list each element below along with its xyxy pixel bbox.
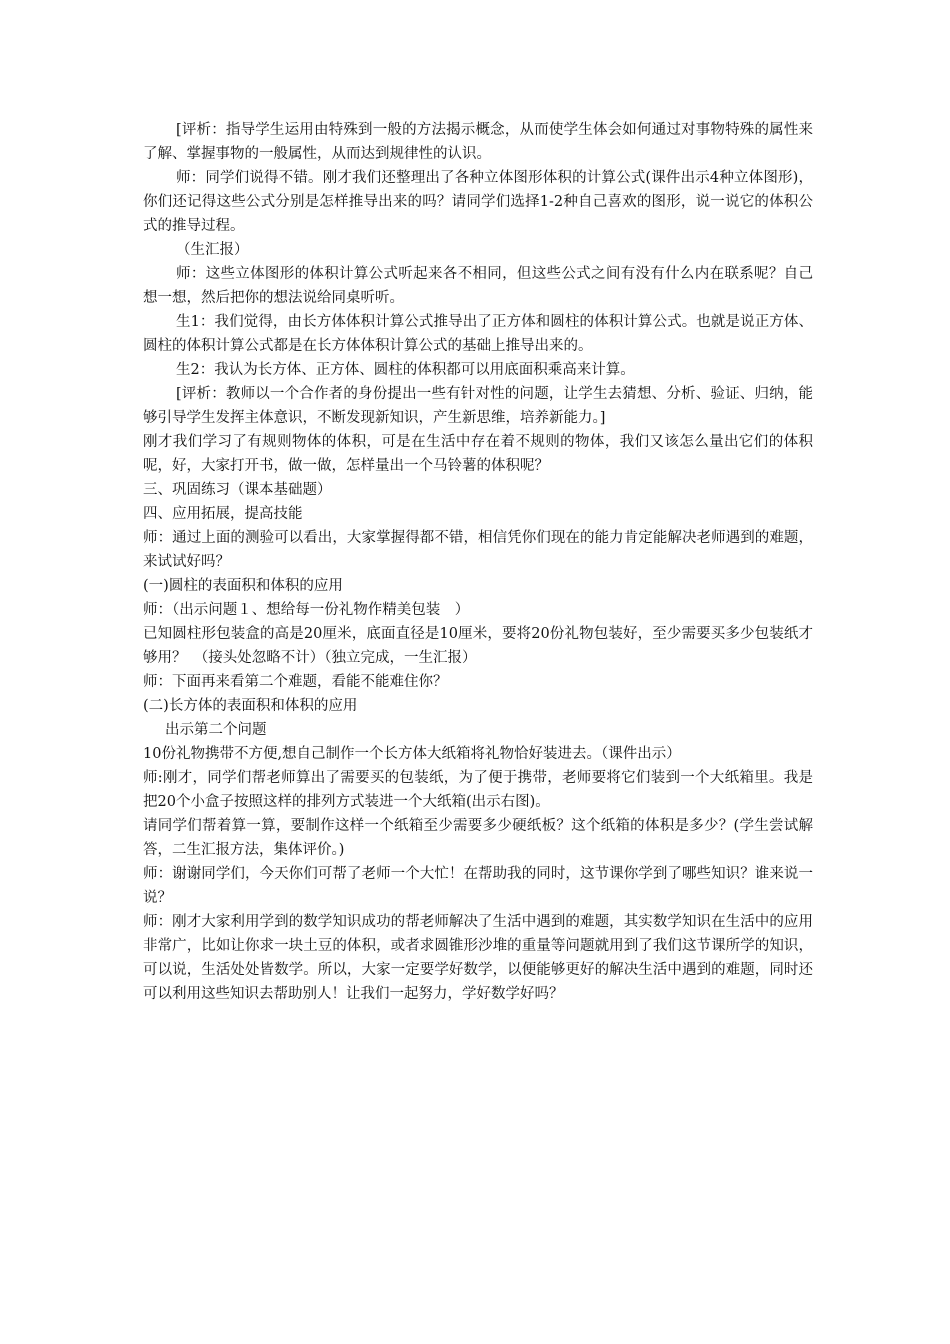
paragraph-problem-2: 10份礼物携带不方便,想自己制作一个长方体大纸箱将礼物恰好装进去。（课件出示）: [143, 746, 681, 762]
paragraph-student-1: 生1：我们觉得，由长方体体积计算公式推导出了正方体和圆柱的体积计算公式。也就是说正方体、圆柱的体积计算公式都是在长方体体积计算公式的基础上推导出来的。: [143, 314, 813, 354]
paragraph-problem-1-intro: 师：（出示问题１、想给每一份礼物作精美包装 ）: [143, 602, 470, 618]
paragraph-student-report: （生汇报）: [176, 242, 249, 258]
paragraph-teacher-formulas: 师：同学们说得不错。刚才我们还整理出了各种立体图形体积的计算公式(课件出示4种立体图形)，你们还记得这些公式分别是怎样推导出来的吗？请同学们选择1-2种自己喜欢的图形，说一说它的体积公式的推导过程。: [143, 170, 813, 234]
paragraph-teacher-next: 师：下面再来看第二个难题，看能不能难住你？: [143, 674, 448, 690]
paragraph-problem-1: 已知圆柱形包装盒的高是20厘米，底面直径是10厘米，要将20份礼物包装好，至少需要买多少包装纸才够用？ （接头处忽略不计）（独立完成，一生汇报）: [143, 626, 813, 666]
paragraph-calculate: 请同学们帮着算一算，要制作这样一个纸箱至少需要多少硬纸板？这个纸箱的体积是多少？(学生尝试解答，二生汇报方法，集体评价。): [143, 818, 813, 858]
heading-cylinder-application: (一)圆柱的表面积和体积的应用: [143, 578, 343, 594]
paragraph-comment-2: [评析：教师以一个合作者的身份提出一些有针对性的问题，让学生去猜想、分析、验证、归纳，能够引导学生发挥主体意识，不断发现新知识，产生新思维，培养新能力。]: [143, 386, 813, 426]
paragraph-teacher-box: 师:刚才，同学们帮老师算出了需要买的包装纸，为了便于携带，老师要将它们装到一个大纸箱里。我是把20个小盒子按照这样的排列方式装进一个大纸箱(出示右图)。: [143, 770, 813, 810]
paragraph-comment-1: [评析：指导学生运用由特殊到一般的方法揭示概念，从而使学生体会如何通过对事物特殊的属性来了解、掌握事物的一般属性，从而达到规律性的认识。: [143, 122, 813, 162]
paragraph-student-2: 生2：我认为长方体、正方体、圆柱的体积都可以用底面积乘高来计算。: [176, 362, 635, 378]
paragraph-teacher-summary: 师：刚才大家利用学到的数学知识成功的帮老师解决了生活中遇到的难题，其实数学知识在生活中的应用非常广，比如让你求一块土豆的体积，或者求圆锥形沙堆的重量等问题就用到了我们这节课所学的知识，可以说，生活处处皆数学。所以，大家一定要学好数学，以便能够更好的解决生活中遇到的难题，同时还可以利用这些知识去帮助别人！让我们一起努力，学好数学好吗？: [143, 914, 813, 1002]
paragraph-teacher-challenge: 师：通过上面的测验可以看出，大家掌握得都不错，相信凭你们现在的能力肯定能解决老师遇到的难题，来试试好吗？: [143, 530, 813, 570]
paragraph-problem-2-label: 出示第二个问题: [165, 722, 267, 738]
paragraph-teacher-connection: 师：这些立体图形的体积计算公式听起来各不相同，但这些公式之间有没有什么内在联系呢？自己想一想，然后把你的想法说给同桌听听。: [143, 266, 813, 306]
paragraph-teacher-thanks: 师：谢谢同学们，今天你们可帮了老师一个大忙！在帮助我的同时，这节课你学到了哪些知识？谁来说一说？: [143, 866, 813, 906]
paragraph-irregular-volume: 刚才我们学习了有规则物体的体积，可是在生活中存在着不规则的物体，我们又该怎么量出它们的体积呢，好，大家打开书，做一做，怎样量出一个马铃薯的体积呢？: [143, 434, 813, 474]
heading-section-4: 四、应用拓展，提高技能: [143, 506, 303, 522]
document-page: [143, 118, 813, 1006]
heading-cuboid-application: (二)长方体的表面积和体积的应用: [143, 698, 358, 714]
heading-section-3: 三、巩固练习（课本基础题）: [143, 482, 332, 498]
